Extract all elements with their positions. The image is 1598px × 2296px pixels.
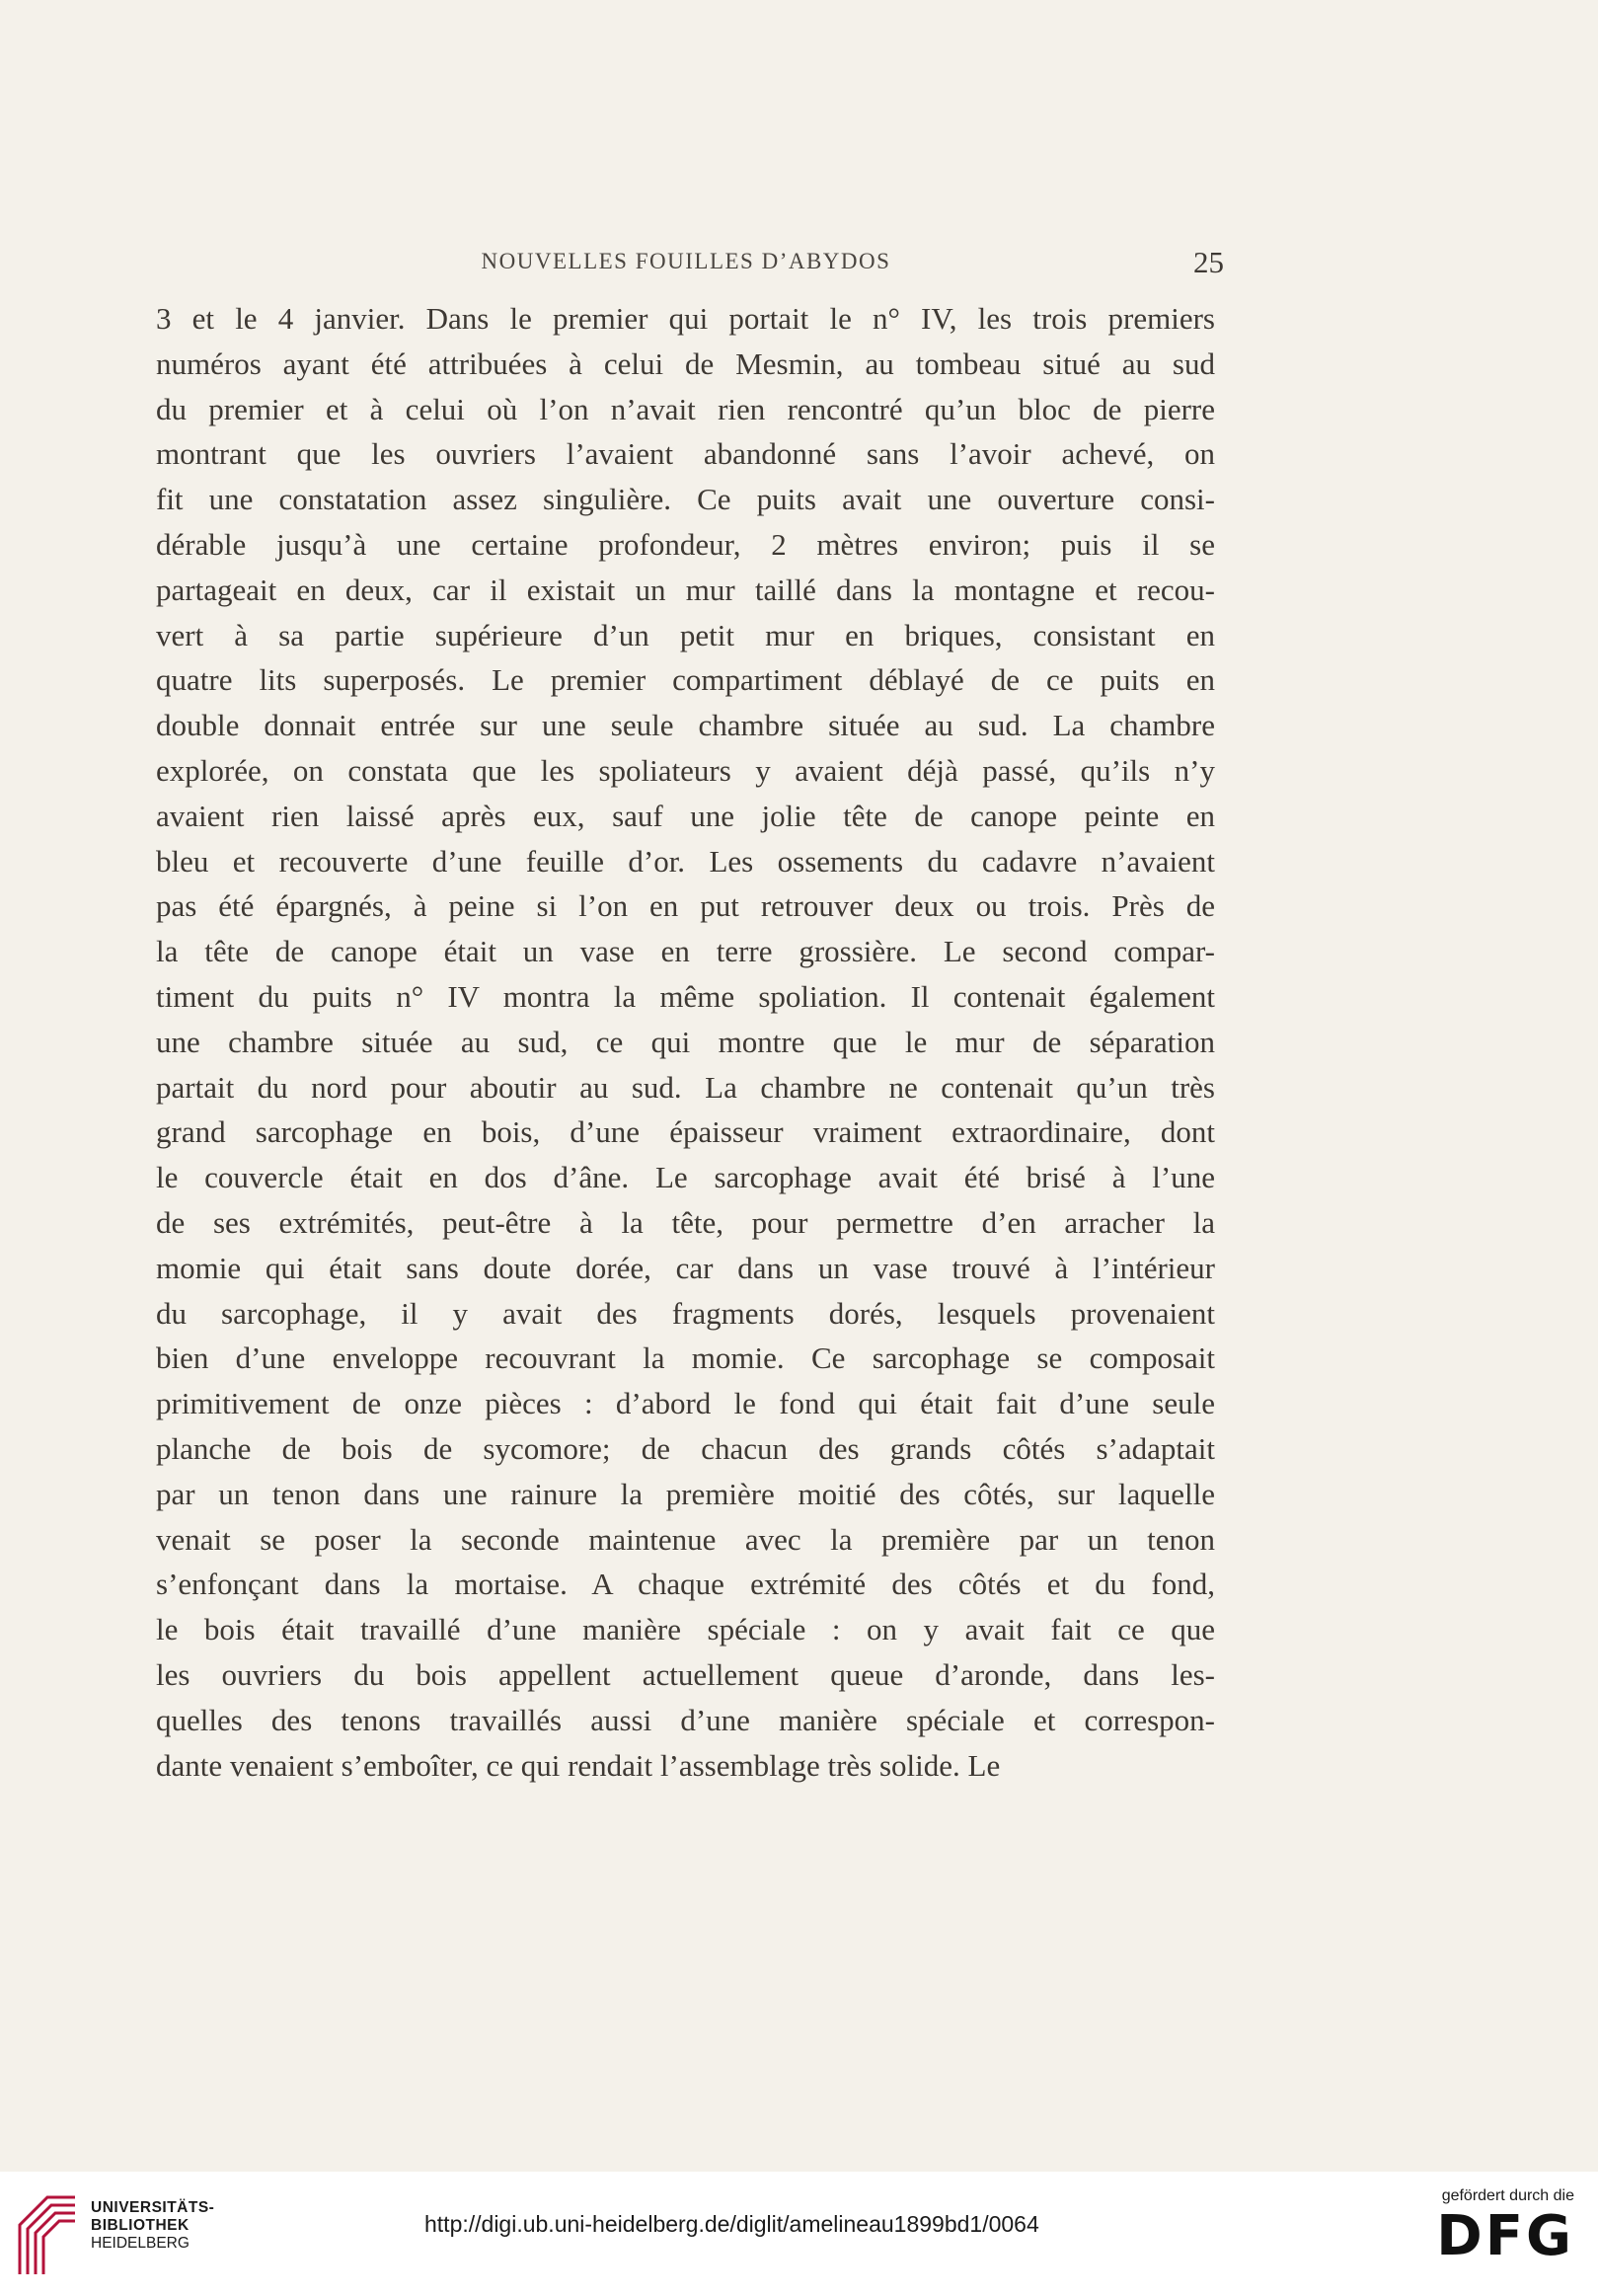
body-text	[156, 296, 1215, 1788]
text-line: partait du nord pour aboutir au sud. La chambre ne contenait qu’un très	[156, 1069, 1215, 1105]
text-line: la tête de canope était un vase en terre grossière. Le second compar-	[156, 934, 1215, 969]
text-line: timent du puits n° IV montra la même spoliation. Il contenait également	[156, 978, 1215, 1014]
library-logo-icon	[14, 2191, 79, 2276]
text-line: momie qui était sans doute dorée, car dans un vase trouvé à l’intérieur	[156, 1250, 1215, 1285]
text-line: les ouvriers du bois appellent actuellement queue d’aronde, dans les-	[156, 1656, 1215, 1692]
library-name-line: BIBLIOTHEK	[91, 2217, 190, 2234]
text-line: bien d’une enveloppe recouvrant la momie. Ce sarcophage se composait	[156, 1340, 1215, 1376]
text-line: numéros ayant été attribuées à celui de Mesmin, au tombeau situé au sud	[156, 345, 1215, 381]
text-line: de ses extrémités, peut-être à la tête, pour permettre d’en arracher la	[156, 1204, 1215, 1240]
text-line: 3 et le 4 janvier. Dans le premier qui portait le n° IV, les trois premiers	[156, 301, 1215, 336]
text-line: venait se poser la seconde maintenue avec la première par un tenon	[156, 1521, 1215, 1557]
library-name	[91, 2199, 214, 2253]
text-line: dante venaient s’emboîter, ce qui rendait l’assemblage très solide. Le	[156, 1747, 1001, 1783]
running-head	[148, 245, 1224, 284]
funder-block	[1397, 2187, 1574, 2268]
text-line: fit une constatation assez singulière. Ce puits avait une ouverture consi-	[156, 482, 1215, 517]
text-line: quatre lits superposés. Le premier compartiment déblayé de ce puits en	[156, 662, 1215, 698]
text-line: par un tenon dans une rainure la première moitié des côtés, sur laquelle	[156, 1476, 1215, 1511]
text-line: grand sarcophage en bois, d’une épaisseur vraiment extraordinaire, dont	[156, 1114, 1215, 1150]
text-line: du sarcophage, il y avait des fragments dorés, lesquels provenaient	[156, 1295, 1215, 1331]
running-title: NOUVELLES FOUILLES D’ABYDOS	[481, 249, 891, 273]
text-line: s’enfonçant dans la mortaise. A chaque extrémité des côtés et du fond,	[156, 1567, 1215, 1602]
library-name-line: UNIVERSITÄTS-	[91, 2199, 215, 2216]
text-line: partageait en deux, car il existait un mur taillé dans la montagne et recou-	[156, 572, 1215, 607]
text-line: vert à sa partie supérieure d’un petit mur en briques, consistant en	[156, 617, 1215, 652]
funder-label: gefördert durch die	[1441, 2187, 1574, 2204]
text-line: dérable jusqu’à une certaine profondeur, 2 mètres environ; puis il se	[156, 526, 1215, 562]
page-number: 25	[1193, 245, 1224, 279]
text-line: le couvercle était en dos d’âne. Le sarcophage avait été brisé à l’une	[156, 1160, 1215, 1195]
permalink-url[interactable]: http://digi.ub.uni-heidelberg.de/diglit/amelineau1899bd1/0064	[424, 2211, 1039, 2237]
dfg-logo: DFG	[1436, 2204, 1574, 2268]
text-line: du premier et à celui où l’on n’avait rien rencontré qu’un bloc de pierre	[156, 391, 1215, 426]
text-line: primitivement de onze pièces : d’abord le fond qui était fait d’une seule	[156, 1386, 1215, 1421]
text-line: planche de bois de sycomore; de chacun des grands côtés s’adaptait	[156, 1430, 1215, 1466]
text-line: le bois était travaillé d’une manière spéciale : on y avait fait ce que	[156, 1612, 1215, 1647]
library-name-line: HEIDELBERG	[91, 2235, 190, 2252]
text-line: bleu et recouverte d’une feuille d’or. Les ossements du cadavre n’avaient	[156, 843, 1215, 879]
text-line: double donnait entrée sur une seule chambre située au sud. La chambre	[156, 708, 1215, 743]
text-line: montrant que les ouvriers l’avaient abandonné sans l’avoir achevé, on	[156, 436, 1215, 472]
text-line: quelles des tenons travaillés aussi d’une manière spéciale et correspon-	[156, 1702, 1215, 1737]
text-line: explorée, on constata que les spoliateurs y avaient déjà passé, qu’ils n’y	[156, 752, 1215, 788]
text-line: une chambre située au sud, ce qui montre que le mur de séparation	[156, 1024, 1215, 1059]
text-line: pas été épargnés, à peine si l’on en put retrouver deux ou trois. Près de	[156, 888, 1215, 924]
footer-bar	[0, 2172, 1598, 2296]
text-line: avaient rien laissé après eux, sauf une jolie tête de canope peinte en	[156, 798, 1215, 833]
